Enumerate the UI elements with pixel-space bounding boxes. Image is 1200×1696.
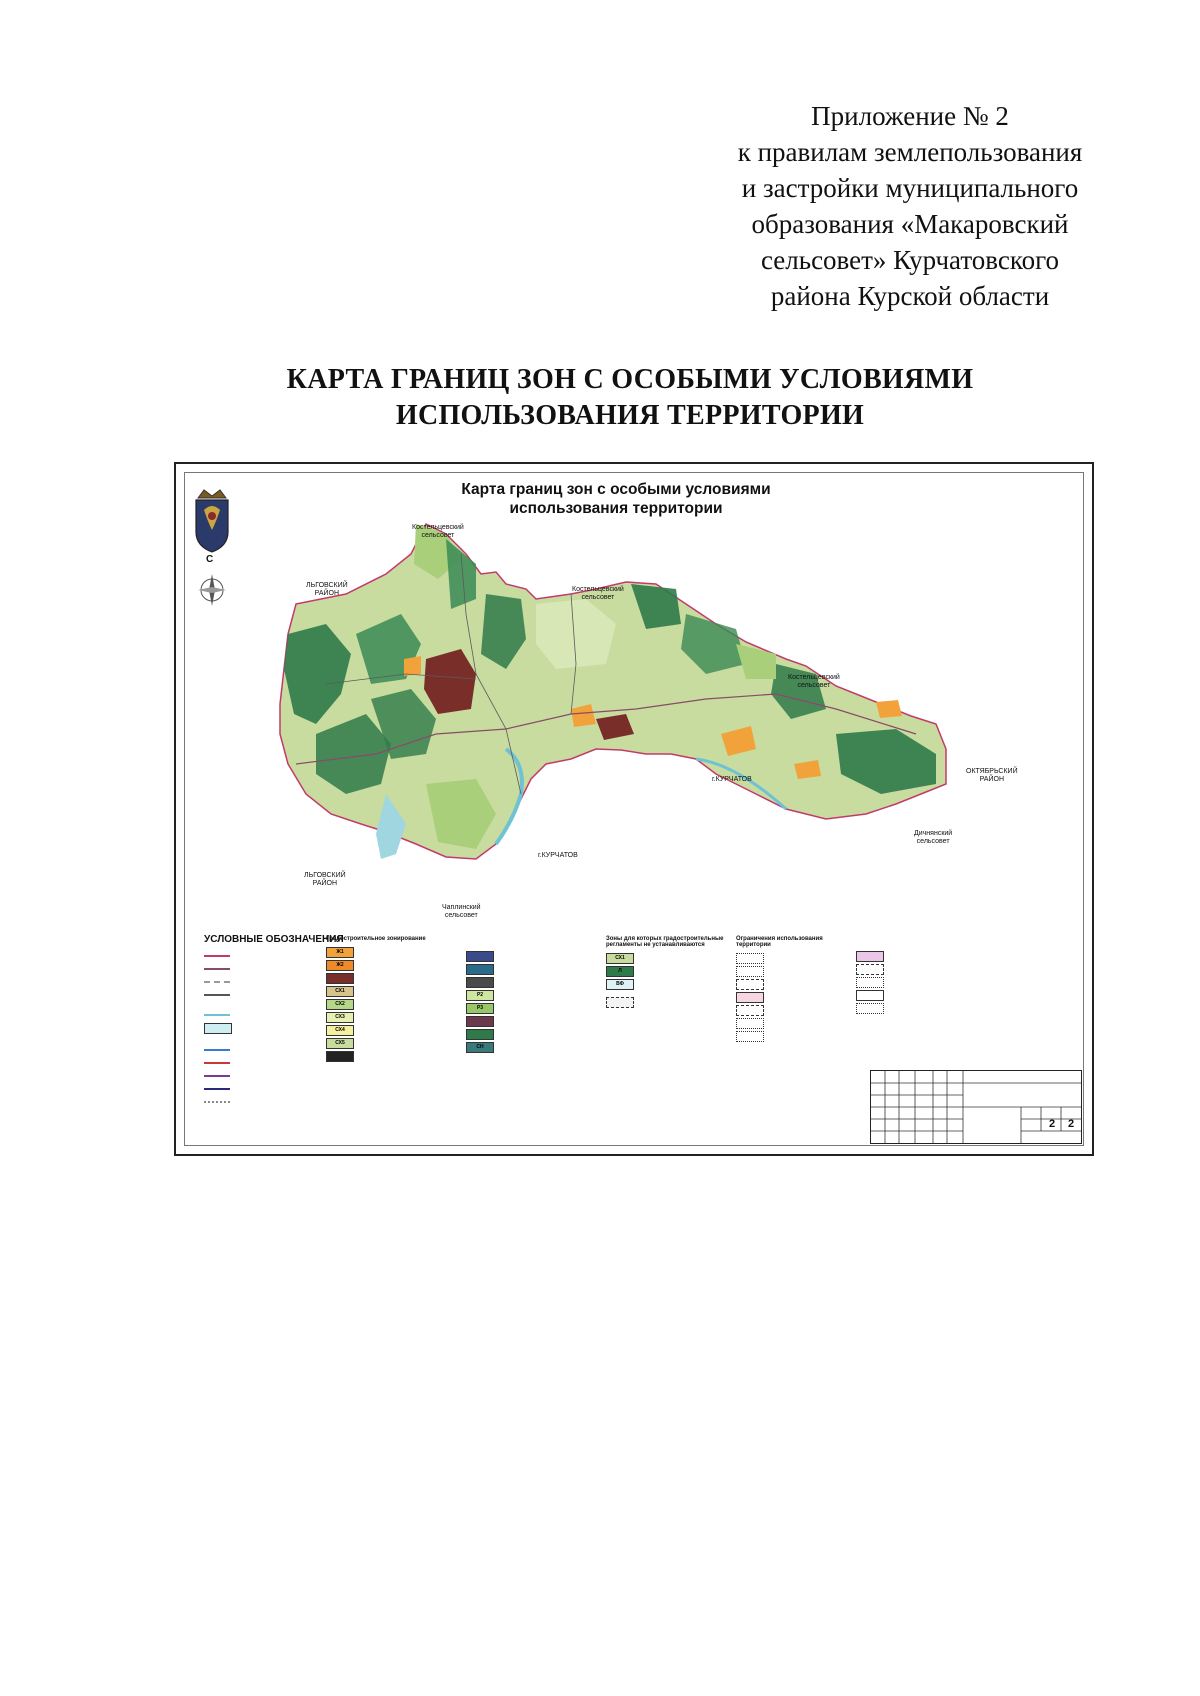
legend-zoning-header: Градостроительное зонирование xyxy=(326,936,426,942)
map-title-line-1: Карта границ зон с особыми условиями xyxy=(461,481,771,498)
stamp-sheet-total: 2 xyxy=(1067,1118,1075,1130)
appendix-line-1: Приложение № 2 xyxy=(811,101,1009,131)
appendix-block xyxy=(690,98,1130,314)
legend-special-header: Зоны для которых градостроительные регламенты не устанавливаются xyxy=(606,936,724,948)
label-kurchatov-center: г.КУРЧАТОВ xyxy=(712,776,752,783)
legend-special-zones: Зоны для которых градостроительные регламенты не устанавливаются СХ1 Л ВФ xyxy=(606,936,726,1009)
label-kurchatov-bottom: г.КУРЧАТОВ xyxy=(538,852,578,859)
label-lgovsky-top: ЛЬГОВСКИЙ РАЙОН xyxy=(306,582,348,597)
map-sheet xyxy=(174,462,1094,1156)
legend-title: УСЛОВНЫЕ ОБОЗНАЧЕНИЯ xyxy=(204,934,344,945)
document-title-line-2: ИСПОЛЬЗОВАНИЯ ТЕРРИТОРИИ xyxy=(395,400,865,431)
document-title xyxy=(200,362,1060,434)
legend-zoning: Градостроительное зонирование Ж1 Ж2 СХ1 СХ2 СХ3 СХ4 СХ5 xyxy=(326,936,456,1063)
label-oktyabrsky: ОКТЯБРЬСКИЙ РАЙОН xyxy=(966,768,1018,783)
title-block-grid xyxy=(871,1071,1081,1143)
stamp-sheet-number: 2 xyxy=(1048,1118,1056,1130)
label-dichnyansky: Дичнянский сельсовет xyxy=(914,830,953,845)
document-title-line-1: КАРТА ГРАНИЦ ЗОН С ОСОБЫМИ УСЛОВИЯМИ xyxy=(286,364,974,395)
legend-boundaries xyxy=(204,950,314,1109)
legend-restrictions-header: Ограничения использования территории xyxy=(736,936,823,948)
appendix-line-6: района Курской области xyxy=(770,281,1050,311)
appendix-line-3: и застройки муниципального xyxy=(741,173,1079,203)
territory-outline xyxy=(280,524,946,859)
legend-restrictions xyxy=(736,936,846,1043)
appendix-line-2: к правилам землепользования xyxy=(737,137,1083,167)
zoning-map xyxy=(176,464,1092,934)
appendix-line-4: образования «Макаровский xyxy=(751,209,1069,239)
legend-zoning-2: Р2 Р3 СН xyxy=(466,950,596,1054)
legend-restrictions-2 xyxy=(856,950,976,1015)
label-chaplinsky: Чаплинский сельсовет xyxy=(442,904,481,919)
label-lgovsky-bottom: ЛЬГОВСКИЙ РАЙОН xyxy=(304,872,346,887)
map-title-line-2: использования территории xyxy=(509,500,723,517)
label-kosteltsevsky-right: Костельцевский сельсовет xyxy=(788,674,840,689)
appendix-line-5: сельсовет» Курчатовского xyxy=(760,245,1060,275)
label-kosteltsevsky-mid: Костельцевский сельсовет xyxy=(572,586,624,601)
drawing-title-block xyxy=(870,1070,1082,1144)
label-kosteltsevsky-top: Костельцевский сельсовет xyxy=(412,524,464,539)
north-label: С xyxy=(206,554,214,565)
